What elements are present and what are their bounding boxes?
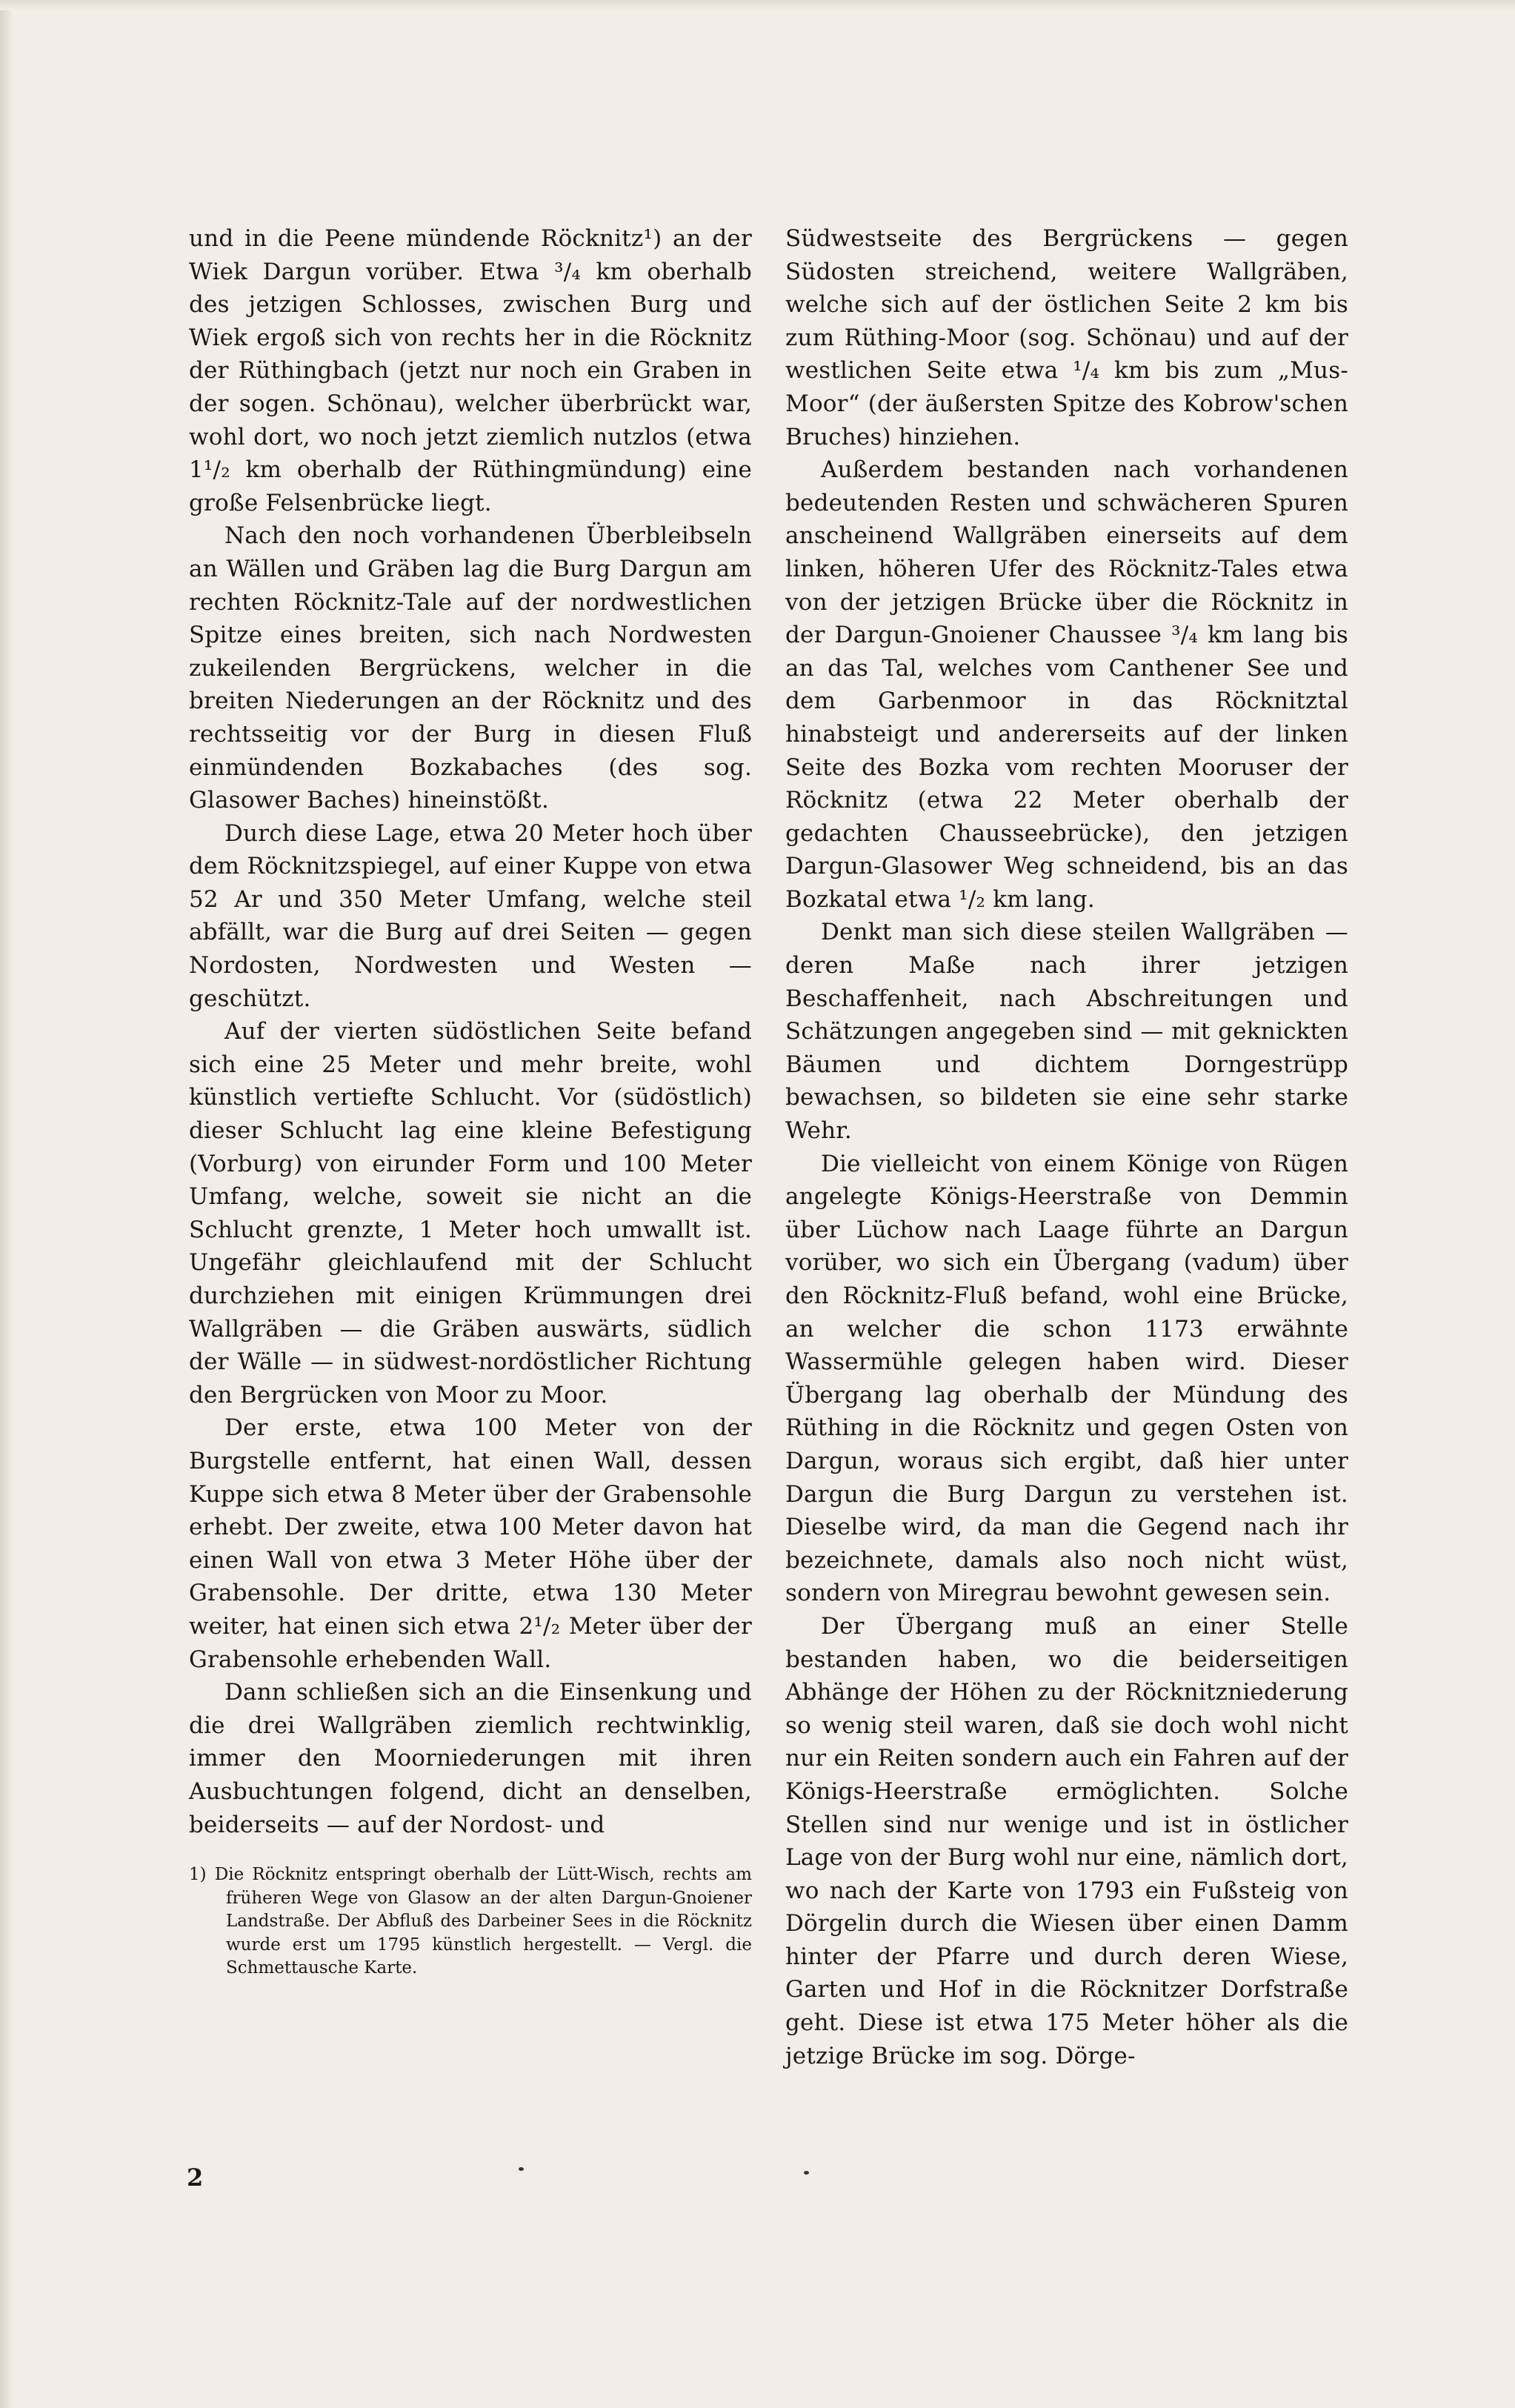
page-edge-top [0,0,1515,10]
paragraph: Durch diese Lage, etwa 20 Meter hoch über dem Röcknitzspiegel, auf einer Kuppe von etwa 52 Ar und 350 Meter Umfang, welche steil abfällt, war die Burg auf drei Seiten — gegen Nordosten, Nordwesten und Westen — geschützt. [189,819,752,1012]
paragraph: Nach den noch vorhandenen Überbleibseln an Wällen und Gräben lag die Burg Dargun am rechten Röcknitz-Tale auf der nordwestlichen Spitze eines breiten, sich nach Nordwesten zukeilenden Bergrückens, welcher in die breiten Niederungen an der Röcknitz und des rechtsseitig vor der Burg in diesen Fluß einmündenden Bozkabaches (des sog. Glasower Baches) hineinstößt. [189,522,752,814]
left-column [189,222,752,1980]
page-edge [0,0,13,2408]
paragraph: Denkt man sich diese steilen Wallgräben — deren Maße nach ihrer jetzigen Beschaffenheit, nach Abschreitungen und Schätzungen angegeben sind — mit geknickten Bäumen und dichtem Dorngestrüpp bewachsen, so bildeten sie eine sehr starke Wehr. [785,919,1348,1145]
paragraph: Die vielleicht von einem Könige von Rügen angelegte Königs-Heerstraße von Demmin über Lüchow nach Laage führte an Dargun vorüber, wo sich ein Übergang (vadum) über den Röcknitz-Fluß befand, wohl eine Brücke, an welcher die schon 1173 erwähnte Wassermühle gelegen haben wird. Dieser Übergang lag oberhalb der Mündung des Rüthing in die Röcknitz und gegen Osten von Dargun, woraus sich ergibt, daß hier unter Dargun die Burg Dargun zu verstehen ist. Dieselbe wird, da man die Gegend nach ihr bezeichnete, damals also noch nicht wüst, sondern von Miregrau bewohnt gewesen sein. [785,1150,1348,1607]
page-number: 2 [187,2163,204,2192]
right-column [785,222,1348,2072]
paragraph: Dann schließen sich an die Einsenkung und die drei Wallgräben ziemlich rechtwinklig, immer den Moorniederungen mit ihren Ausbuchtungen folgend, dicht an denselben, beiderseits — auf der Nordost- und [189,1679,752,1838]
paragraph: Der erste, etwa 100 Meter von der Burgstelle entfernt, hat einen Wall, dessen Kuppe sich etwa 8 Meter über der Grabensohle erhebt. Der zweite, etwa 100 Meter davon hat einen Wall von etwa 3 Meter Höhe über der Grabensohle. Der dritte, etwa 130 Meter weiter, hat einen sich etwa 2¹/₂ Meter über der Grabensohle erhebenden Wall. [189,1414,752,1673]
paragraph: Außerdem bestanden nach vorhandenen bedeutenden Resten und schwächeren Spuren anscheinend Wallgräben einerseits auf dem linken, höheren Ufer des Röcknitz-Tales etwa von der jetzigen Brücke über die Röcknitz in der Dargun-Gnoiener Chaussee ³/₄ km lang bis an das Tal, welches vom Canthener See und dem Garbenmoor in das Röcknitztal hinabsteigt und andererseits auf der linken Seite des Bozka vom rechten Mooruser der Röcknitz (etwa 22 Meter oberhalb der gedachten Chausseebrücke), den jetzigen Dargun-Glasower Weg schneidend, bis an das Bozkatal etwa ¹/₂ km lang. [785,456,1348,913]
paragraph: Südwestseite des Bergrückens — gegen Südosten streichend, weitere Wallgräben, welche sich auf der östlichen Seite 2 km bis zum Rüthing-Moor (sog. Schönau) und auf der westlichen Seite etwa ¹/₄ km bis zum „Mus-Moor“ (der äußersten Spitze des Kobrow'schen Bruches) hinziehen. [785,225,1348,450]
paragraph: und in die Peene mündende Röcknitz¹) an der Wiek Dargun vorüber. Etwa ³/₄ km oberhalb des jetzigen Schlosses, zwischen Burg und Wiek ergoß sich von rechts her in die Röcknitz der Rüthingbach (jetzt nur noch ein Graben in der sogen. Schönau), welcher überbrückt war, wohl dort, wo noch jetzt ziemlich nutzlos (etwa 1¹/₂ km oberhalb der Rüthingmündung) eine große Felsenbrücke liegt. [189,225,752,516]
ink-speck [519,2167,524,2171]
ink-speck [804,2171,809,2175]
paragraph: Auf der vierten südöstlichen Seite befand sich eine 25 Meter und mehr breite, wohl künstlich vertiefte Schlucht. Vor (südöstlich) dieser Schlucht lag eine kleine Befestigung (Vorburg) von eirunder Form und 100 Meter Umfang, welche, soweit sie nicht an die Schlucht grenzte, 1 Meter hoch umwallt ist. Ungefähr gleichlaufend mit der Schlucht durchziehen mit einigen Krümmungen drei Wallgräben — die Gräben auswärts, südlich der Wälle — in südwest-nordöstlicher Richtung den Bergrücken von Moor zu Moor. [189,1018,752,1408]
footnote: 1) Die Röcknitz entspringt oberhalb der Lütt-Wisch, rechts am früheren Wege von Glasow an der alten Dargun-Gnoiener Landstraße. Der Abfluß des Darbeiner Sees in die Röcknitz wurde erst um 1795 künstlich hergestellt. — Vergl. die Schmettausche Karte. [189,1865,752,1978]
paragraph: Der Übergang muß an einer Stelle bestanden haben, wo die beiderseitigen Abhänge der Höhen zu der Röcknitzniederung so wenig steil waren, daß sie doch wohl nicht nur ein Reiten sondern auch ein Fahren auf der Königs-Heerstraße ermöglichten. Solche Stellen sind nur wenige und ist in östlicher Lage von der Burg wohl nur eine, nämlich dort, wo nach der Karte von 1793 ein Fußsteig von Dörgelin durch die Wiesen über einen Damm hinter der Pfarre und durch deren Wiese, Garten und Hof in die Röcknitzer Dorfstraße geht. Diese ist etwa 175 Meter höher als die jetzige Brücke im sog. Dörge- [785,1612,1348,2069]
